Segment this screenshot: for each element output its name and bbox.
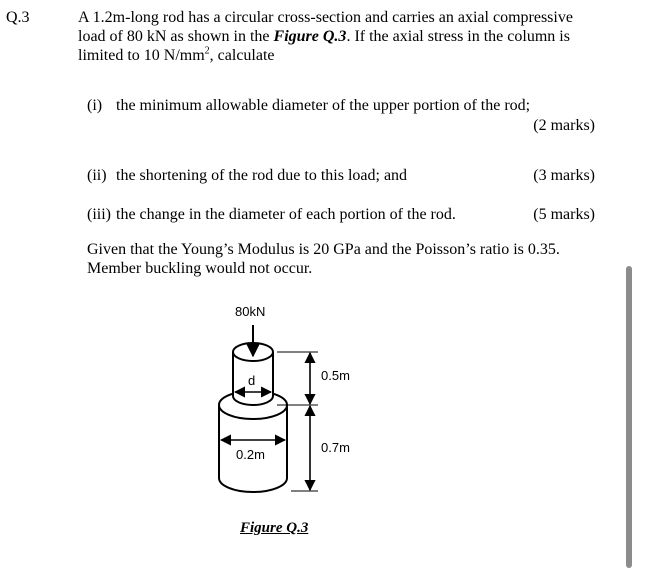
part-ii-label: (ii) (87, 167, 107, 184)
figure-reference: Figure Q.3 (273, 28, 347, 45)
intro-line-2-a: load of 80 kN as shown in the (78, 28, 274, 45)
lower-length-label: 0.7m (321, 440, 350, 455)
part-i-text: the minimum allowable diameter of the upper portion of the rod; (116, 97, 531, 114)
lower-diameter-label: 0.2m (236, 447, 265, 462)
figure-caption: Figure Q.3 (240, 520, 309, 536)
part-ii-text: the shortening of the rod due to this load; and (116, 167, 408, 184)
upper-diameter-label: d (248, 373, 256, 388)
intro-line-3-sup: 2 (204, 45, 210, 57)
given-line-1: Given that the Young’s Modulus is 20 GPa and the Poisson’s ratio is 0.35. (87, 241, 560, 258)
intro-line-2-b: . If the axial stress in the column is (346, 28, 570, 45)
intro-line-1: A 1.2m-long rod has a circular cross-section and carries an axial compressive (78, 9, 573, 26)
part-iii-label: (iii) (87, 206, 111, 223)
part-iii-text: the change in the diameter of each portion of the rod. (116, 206, 456, 223)
part-i-label: (i) (87, 97, 103, 114)
intro-line-3-a: limited to 10 N/mm (78, 47, 205, 64)
vertical-scrollbar[interactable] (626, 266, 632, 568)
question-number: Q.3 (6, 9, 30, 26)
part-iii-marks: (5 marks) (533, 206, 595, 223)
given-line-2: Member buckling would not occur. (87, 260, 313, 277)
intro-line-3-b: , calculate (209, 47, 275, 64)
part-i-marks: (2 marks) (533, 117, 595, 134)
upper-length-label: 0.5m (321, 368, 350, 383)
load-label: 80kN (235, 304, 266, 319)
part-ii-marks: (3 marks) (533, 167, 595, 184)
